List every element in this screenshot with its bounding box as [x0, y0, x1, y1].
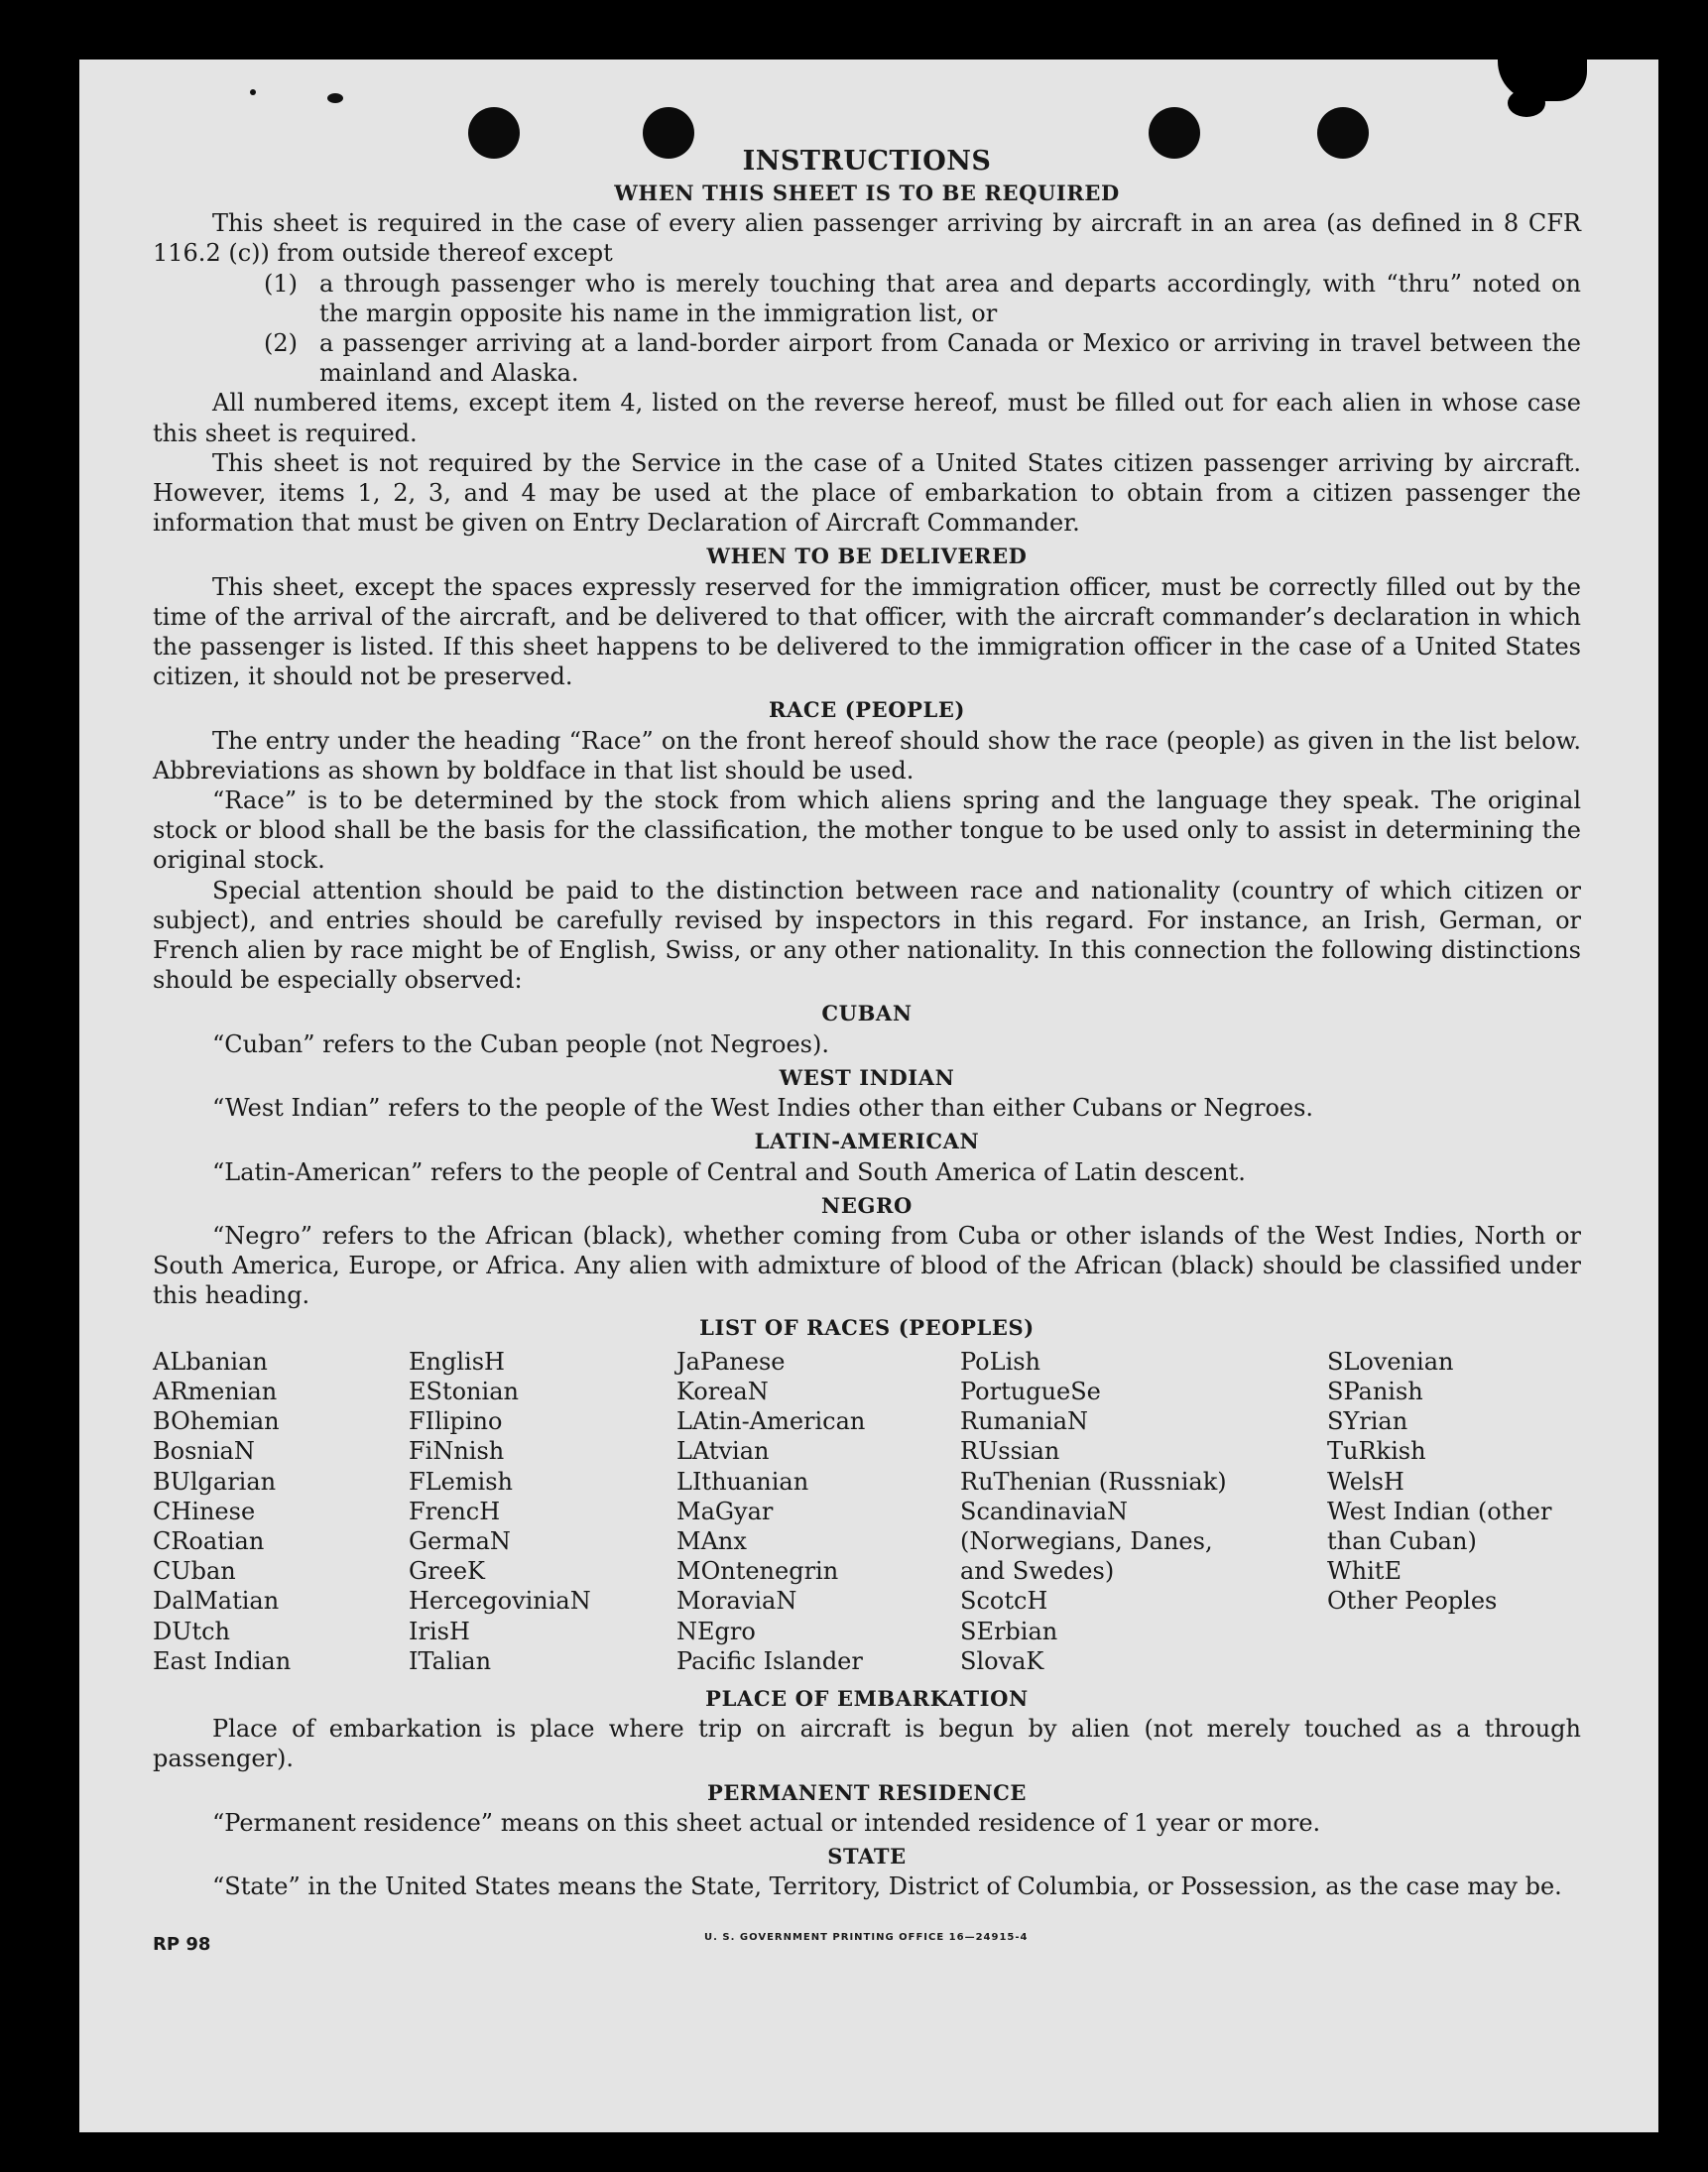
- race-entry: JaPanese: [676, 1347, 786, 1376]
- race-entry: West Indian (other than Cuban): [1327, 1497, 1552, 1555]
- race-entry: KoreaN: [676, 1377, 769, 1405]
- page-title: INSTRUCTIONS: [742, 146, 992, 177]
- race-para-3: Special attention should be paid to the distinction between race and nationality (country of which citizen or subject), and entries should be carefully revised by inspectors in this regard. For instance, an Irish, German, or French alien by race might be of English, Swiss, or any other nationality. In this connection the following distinctions should be especially observed:: [153, 876, 1581, 995]
- race-entry: DalMatian: [153, 1587, 280, 1616]
- race-para-1: The entry under the heading “Race” on the front hereof should show the race (people) as given in the list below. Abbreviations as shown by boldface in that list should be used.: [153, 726, 1581, 784]
- race-entry: DUtch: [153, 1617, 231, 1645]
- race-entry: RuThenian (Russniak): [960, 1467, 1227, 1496]
- races-column: [1327, 1347, 1581, 1676]
- printer-imprint: U. S. GOVERNMENT PRINTING OFFICE 16—24915-4: [704, 1932, 1029, 1943]
- heading-when-required: WHEN THIS SHEET IS TO BE REQUIRED: [614, 181, 1120, 205]
- instructions-body: [153, 145, 1581, 1901]
- residence-text: “Permanent residence” means on this sheet actual or intended residence of 1 year or more.: [212, 1808, 1321, 1837]
- west-indian-text: “West Indian” refers to the people of the West Indies other than either Cubans or Negroes.: [212, 1094, 1314, 1123]
- race-entry: FiNnish: [409, 1437, 505, 1466]
- ink-spot: [250, 89, 256, 95]
- item-number: (2): [264, 329, 298, 358]
- ink-spot: [327, 93, 343, 103]
- race-entry: RUssian: [960, 1437, 1060, 1466]
- races-column: [676, 1347, 960, 1676]
- race-entry: LIthuanian: [676, 1467, 809, 1496]
- required-intro: This sheet is required in the case of every alien passenger arriving by aircraft in an area (as defined in 8 CFR 116.2 (c)) from outside thereof except: [153, 209, 1581, 268]
- list-item: [153, 269, 1581, 328]
- race-entry: Other Peoples: [1327, 1587, 1498, 1616]
- race-entry: SPanish: [1327, 1377, 1423, 1405]
- race-entry: CUban: [153, 1557, 236, 1586]
- race-entry: PoLish: [960, 1347, 1041, 1376]
- race-entry: LAtin-American: [676, 1407, 866, 1436]
- heading-negro: NEGRO: [821, 1192, 913, 1218]
- item-text: a through passenger who is merely touching that area and departs accordingly, with “thru” noted on the margin opposite his name in the immigration list, or: [319, 269, 1581, 327]
- race-entry: ScandinaviaN (Norwegians, Danes, and Swedes): [960, 1497, 1213, 1586]
- race-entry: MaGyar: [676, 1497, 774, 1525]
- required-para-2: All numbered items, except item 4, listed on the reverse hereof, must be filled out for each alien in whose case this sheet is required.: [153, 389, 1581, 447]
- race-entry: ITalian: [409, 1646, 492, 1675]
- heading-when-delivered: WHEN TO BE DELIVERED: [706, 543, 1028, 569]
- race-entry: ARmenian: [153, 1377, 278, 1405]
- race-entry: CRoatian: [153, 1526, 265, 1555]
- heading-race: RACE (PEOPLE): [768, 697, 966, 723]
- race-entry: FLemish: [409, 1467, 513, 1496]
- embarkation-text: Place of embarkation is place where trip on aircraft is begun by alien (not merely touched as a through passenger).: [153, 1715, 1581, 1773]
- race-entry: BUlgarian: [153, 1467, 277, 1496]
- race-entry: TuRkish: [1327, 1437, 1426, 1466]
- heading-latin-american: LATIN-AMERICAN: [754, 1129, 980, 1154]
- race-entry: EStonian: [409, 1377, 519, 1405]
- race-entry: MAnx: [676, 1526, 747, 1555]
- heading-list-of-races: LIST OF RACES (PEOPLES): [699, 1314, 1035, 1340]
- race-entry: WhitE: [1327, 1557, 1402, 1586]
- race-entry: LAtvian: [676, 1437, 770, 1466]
- state-text: “State” in the United States means the State, Territory, District of Columbia, or Possession, as the case may be.: [212, 1872, 1562, 1901]
- race-entry: BosniaN: [153, 1437, 255, 1466]
- race-entry: SlovaK: [960, 1646, 1044, 1675]
- race-entry: BOhemian: [153, 1407, 280, 1436]
- race-entry: GreeK: [409, 1557, 485, 1586]
- heading-cuban: CUBAN: [821, 1001, 913, 1026]
- race-entry: MOntenegrin: [676, 1557, 839, 1586]
- races-column: [409, 1347, 676, 1676]
- race-entry: GermaN: [409, 1526, 511, 1555]
- race-entry: IrisH: [409, 1617, 470, 1645]
- race-entry: WelsH: [1327, 1467, 1404, 1496]
- races-column: [153, 1347, 409, 1676]
- race-entry: SLovenian: [1327, 1347, 1454, 1376]
- list-item: [153, 328, 1581, 388]
- race-entry: East Indian: [153, 1646, 292, 1675]
- races-list: [153, 1347, 1581, 1676]
- race-entry: ALbanian: [153, 1347, 268, 1376]
- required-para-3: This sheet is not required by the Service in the case of a United States citizen passenger arriving by aircraft. However, items 1, 2, 3, and 4 may be used at the place of embarkation to obtain from a citizen passenger the information that must be given on Entry Declaration of Aircraft Commander.: [153, 448, 1581, 538]
- heading-permanent-residence: PERMANENT RESIDENCE: [706, 1779, 1028, 1805]
- race-entry: CHinese: [153, 1497, 256, 1525]
- heading-place-of-embarkation: PLACE OF EMBARKATION: [705, 1685, 1029, 1711]
- race-entry: FrencH: [409, 1497, 501, 1525]
- form-number: RP 98: [153, 1934, 211, 1955]
- item-number: (1): [264, 269, 298, 298]
- race-entry: PortugueSe: [960, 1377, 1101, 1405]
- race-entry: SYrian: [1327, 1407, 1408, 1436]
- item-text: a passenger arriving at a land-border airport from Canada or Mexico or arriving in travel between the mainland and Alaska.: [319, 329, 1581, 388]
- document-sheet: [79, 60, 1658, 2132]
- heading-west-indian: WEST INDIAN: [779, 1064, 955, 1090]
- race-entry: Pacific Islander: [676, 1646, 863, 1675]
- race-entry: EnglisH: [409, 1347, 505, 1376]
- race-entry: RumaniaN: [960, 1407, 1089, 1436]
- negro-text: “Negro” refers to the African (black), whether coming from Cuba or other islands of the West Indies, North or South America, Europe, or Africa. Any alien with admixture of blood of the African (black) should be classified under this heading.: [153, 1221, 1581, 1310]
- races-column: [960, 1347, 1327, 1676]
- race-entry: SErbian: [960, 1617, 1058, 1645]
- race-para-2: “Race” is to be determined by the stock from which aliens spring and the language they speak. The original stock or blood shall be the basis for the classification, the mother tongue to be used only to assist in determining the original stock.: [153, 786, 1581, 875]
- race-entry: MoraviaN: [676, 1587, 797, 1616]
- race-entry: HercegoviniaN: [409, 1587, 591, 1616]
- delivered-text: This sheet, except the spaces expressly reserved for the immigration officer, must be correctly filled out by the time of the arrival of the aircraft, and be delivered to that officer, with the aircraft commander’s declaration in which the passenger is listed. If this sheet happens to be delivered to the immigration officer in the case of a United States citizen, it should not be preserved.: [153, 572, 1581, 691]
- race-entry: ScotcH: [960, 1587, 1048, 1616]
- race-entry: FIlipino: [409, 1407, 503, 1436]
- cuban-text: “Cuban” refers to the Cuban people (not Negroes).: [212, 1029, 829, 1058]
- heading-state: STATE: [827, 1843, 907, 1869]
- latin-american-text: “Latin-American” refers to the people of Central and South America of Latin descent.: [212, 1157, 1246, 1186]
- race-entry: NEgro: [676, 1617, 756, 1645]
- torn-corner: [1508, 89, 1545, 117]
